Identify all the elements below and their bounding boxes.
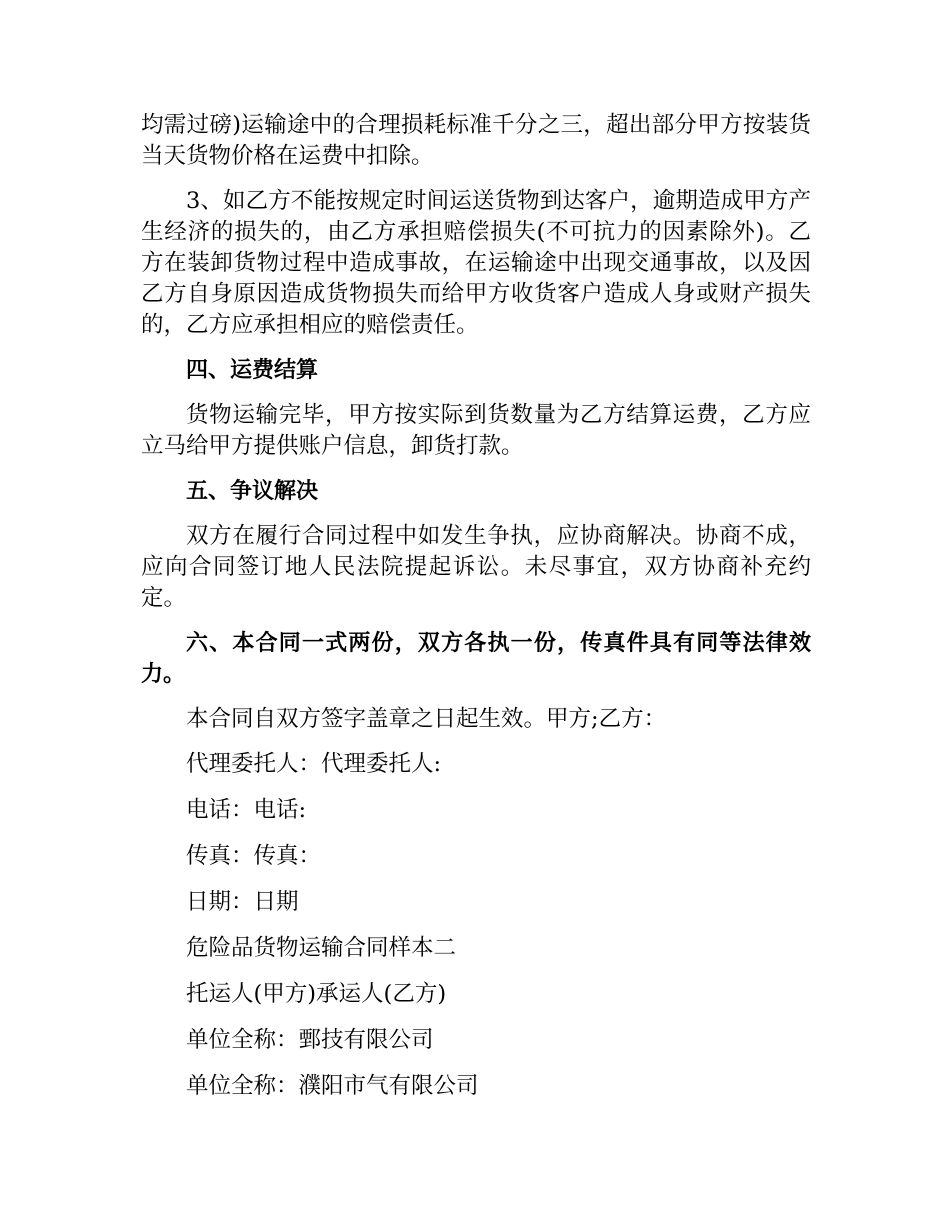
heading-freight-settlement: 四、运费结算 bbox=[186, 358, 319, 383]
paragraph-loss-standard: 均需过磅)运输途中的合理损耗标准千分之三，超出部分甲方按装货当天货物价格在运费中扣除。 bbox=[141, 112, 811, 169]
heading-copies-clause: 六、本合同一式两份，双方各执一份，传真件具有同等法律效力。 bbox=[141, 631, 811, 687]
field-parties: 托运人(甲方)承运人(乙方) bbox=[186, 981, 447, 1007]
field-fax: 传真：传真： bbox=[186, 843, 322, 869]
paragraph-clause-3: 3、如乙方不能按规定时间运送货物到达客户，逾期造成甲方产生经济的损失的，由乙方承担赔偿损失(不可抗力的因素除外)。乙方在装卸货物过程中造成事故，在运输途中出现交通事故，以及因乙方自身原因造成货物损失而给甲方收货客户造成人身或财产损失的，乙方应承担相应的赔偿责任。 bbox=[141, 188, 811, 338]
section-title-sample-two: 危险品货物运输合同样本二 bbox=[186, 935, 457, 961]
field-agent: 代理委托人：代理委托人: bbox=[186, 751, 442, 777]
field-date: 日期：日期 bbox=[186, 889, 299, 915]
paragraph-effective-date: 本合同自双方签字盖章之日起生效。甲方;乙方： bbox=[186, 706, 667, 732]
paragraph-dispute-resolution: 双方在履行合同过程中如发生争执，应协商解决。协商不成，应向合同签订地人民法院提起诉讼。未尽事宜，双方协商补充约定。 bbox=[141, 523, 811, 611]
paragraph-freight-settlement: 货物运输完毕，甲方按实际到货数量为乙方结算运费，乙方应立马给甲方提供账户信息，卸货打款。 bbox=[141, 402, 811, 459]
field-unit-name-2: 单位全称：濮阳市气有限公司 bbox=[186, 1073, 479, 1099]
document-body bbox=[141, 110, 811, 1117]
field-phone: 电话：电话: bbox=[186, 797, 307, 823]
heading-dispute-resolution: 五、争议解决 bbox=[186, 479, 319, 504]
field-unit-name-1: 单位全称：鄄技有限公司 bbox=[186, 1027, 434, 1053]
